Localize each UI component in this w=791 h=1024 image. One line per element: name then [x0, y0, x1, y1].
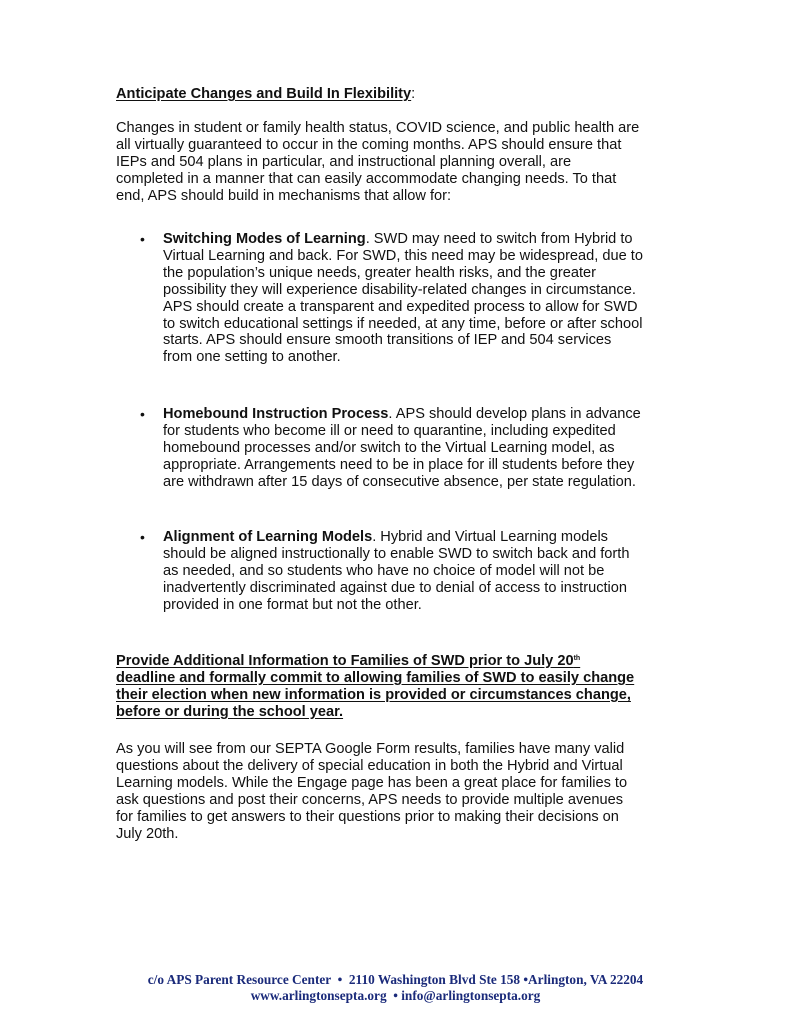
- bullet-alignment-models: • Alignment of Learning Models. Hybrid and Virtual Learning models should be aligned instructionally to enable SWD to switch back and forth as needed, and so students who have no choice of model will not be inadvertently discriminated against due to denial of access to instruction provided in one format but not the other.: [140, 529, 630, 613]
- bullet-homebound-instruction: • Homebound Instruction Process. APS should develop plans in advance for students who become ill or need to quarantine, including expedited homebound processes and/or switch to the Virtual Learning model, as appropriate. Arrangements need to be in place for ill students before they are withdrawn after 15 days of consecutive absence, per state regulation.: [140, 406, 641, 490]
- bullet-title: Homebound Instruction Process: [163, 406, 389, 422]
- septa-form-paragraph: As you will see from our SEPTA Google Form results, families have many valid questions about the delivery of special education in both the Hybrid and Virtual Learning models. While the Engage page has been a great place for families to ask questions and post their concerns, APS needs to provide multiple avenues for families to get answers to their questions prior to making their decisions on July 20th.: [116, 741, 628, 842]
- section-heading-flexibility: Anticipate Changes and Build In Flexibility:: [116, 86, 416, 102]
- bullet-icon: •: [140, 406, 145, 422]
- bullet-icon: •: [140, 529, 145, 545]
- bullet-switching-modes: • Switching Modes of Learning. SWD may need to switch from Hybrid to Virtual Learning and back. For SWD, this need may be widespread, due to the population’s unique needs, greater health risks, and the greater possibility they will experience disability-related changes in circumstance. APS should create a transparent and expedited process to allow for SWD to switch educational settings if needed, at any time, before or after school starts. APS should ensure smooth transitions of IEP and 504 services from one setting to another.: [140, 231, 643, 366]
- section-heading-additional-info: Provide Additional Information to Families of SWD prior to July 20th deadline and formally commit to allowing families of SWD to easily change their election when new information is provided or circumstances change, before or during the school year.: [116, 653, 635, 720]
- bullet-icon: •: [140, 231, 145, 247]
- footer-contact: www.arlingtonsepta.org • info@arlingtonsepta.org: [250, 987, 541, 1003]
- letterhead-footer: [0, 972, 791, 1003]
- bullet-title: Switching Modes of Learning: [163, 231, 366, 247]
- footer-address: c/o APS Parent Resource Center • 2110 Washington Blvd Ste 158 •Arlington, VA 22204: [147, 972, 644, 987]
- bullet-title: Alignment of Learning Models: [163, 529, 373, 545]
- intro-paragraph: Changes in student or family health status, COVID science, and public health are all virtually guaranteed to occur in the coming months. APS should ensure that IEPs and 504 plans in particular, and instructional planning overall, are completed in a manner that can easily accommodate changing needs. To that end, APS should build in mechanisms that allow for:: [116, 120, 640, 204]
